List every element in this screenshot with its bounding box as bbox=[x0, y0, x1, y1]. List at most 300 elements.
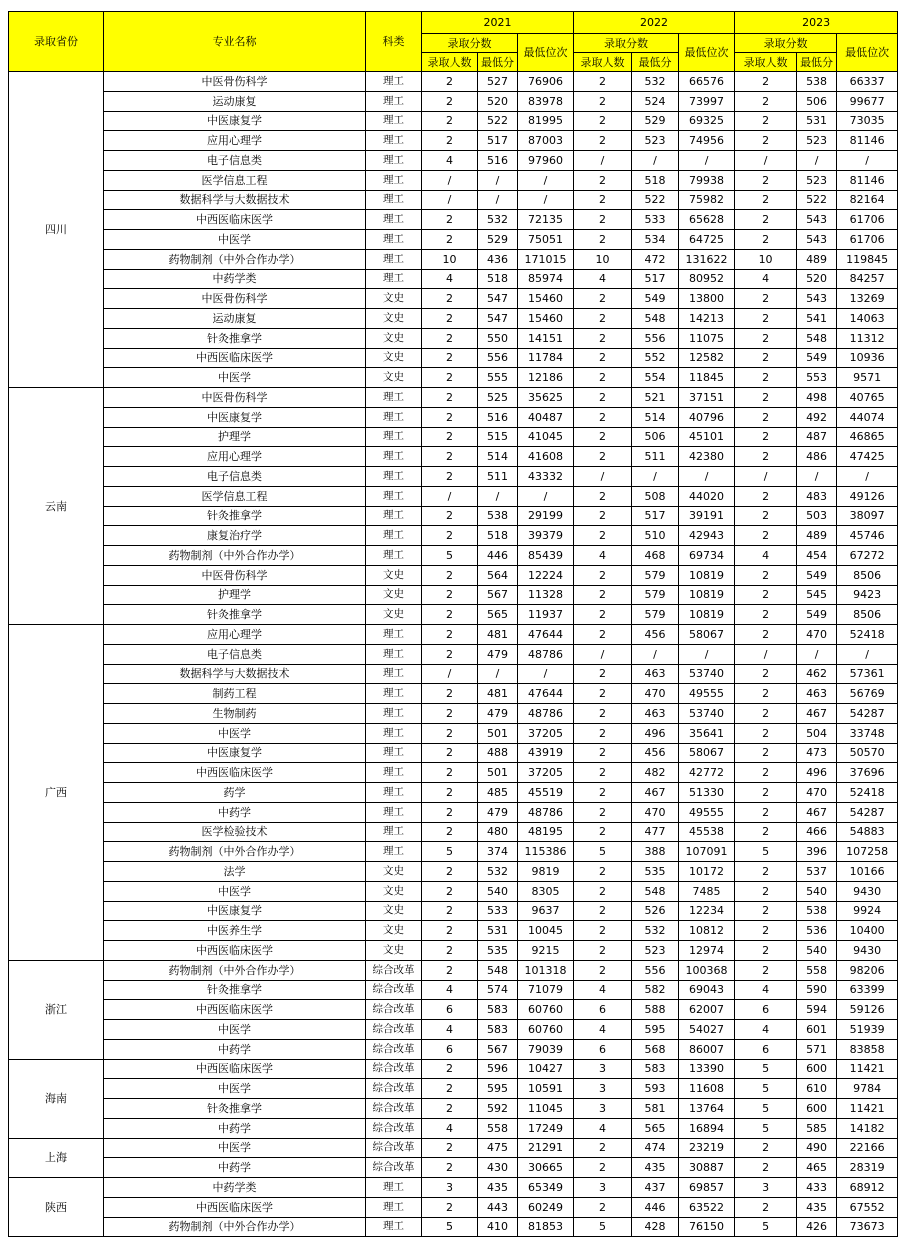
cell-min-rank-2021: 9215 bbox=[518, 941, 574, 961]
cell-major: 中西医临床医学 bbox=[104, 1059, 366, 1079]
table-row bbox=[9, 526, 898, 546]
cell-admitted-2021: 2 bbox=[422, 684, 478, 704]
cell-min-score-2021: 481 bbox=[478, 625, 518, 645]
cell-category: 理工 bbox=[366, 802, 422, 822]
cell-min-score-2021: 583 bbox=[478, 1000, 518, 1020]
cell-category: 理工 bbox=[366, 170, 422, 190]
header-year-2022: 2022 bbox=[574, 12, 735, 34]
cell-min-score-2021: 535 bbox=[478, 941, 518, 961]
cell-min-rank-2022: 12582 bbox=[679, 348, 735, 368]
cell-min-score-2022: 508 bbox=[632, 486, 679, 506]
cell-min-rank-2023: 37696 bbox=[837, 763, 898, 783]
table-row bbox=[9, 921, 898, 941]
table-row bbox=[9, 1020, 898, 1040]
cell-major: 康复治疗学 bbox=[104, 526, 366, 546]
cell-min-score-2023: 600 bbox=[797, 1059, 837, 1079]
cell-admitted-2023: 2 bbox=[735, 526, 797, 546]
cell-min-score-2021: 565 bbox=[478, 605, 518, 625]
cell-admitted-2022: 2 bbox=[574, 921, 632, 941]
cell-min-score-2023: 543 bbox=[797, 230, 837, 250]
cell-min-score-2021: 514 bbox=[478, 447, 518, 467]
cell-min-rank-2023: 9784 bbox=[837, 1079, 898, 1099]
cell-min-score-2021: 516 bbox=[478, 151, 518, 171]
cell-admitted-2021: 2 bbox=[422, 1079, 478, 1099]
cell-admitted-2022: 2 bbox=[574, 565, 632, 585]
cell-major: 中西医临床医学 bbox=[104, 1197, 366, 1217]
cell-min-rank-2023: 73673 bbox=[837, 1217, 898, 1237]
cell-min-rank-2022: 45538 bbox=[679, 822, 735, 842]
cell-category: 文史 bbox=[366, 328, 422, 348]
cell-min-score-2023: 487 bbox=[797, 427, 837, 447]
table-row bbox=[9, 644, 898, 664]
cell-min-rank-2023: 38097 bbox=[837, 506, 898, 526]
cell-min-rank-2023: 49126 bbox=[837, 486, 898, 506]
table-row bbox=[9, 328, 898, 348]
cell-min-score-2022: 534 bbox=[632, 230, 679, 250]
cell-min-rank-2022: 86007 bbox=[679, 1039, 735, 1059]
cell-min-rank-2022: 11075 bbox=[679, 328, 735, 348]
cell-major: 中药学 bbox=[104, 1158, 366, 1178]
cell-admitted-2023: 5 bbox=[735, 842, 797, 862]
cell-admitted-2023: 5 bbox=[735, 1099, 797, 1119]
cell-min-score-2022: 456 bbox=[632, 625, 679, 645]
table-row bbox=[9, 980, 898, 1000]
cell-min-score-2022: 554 bbox=[632, 368, 679, 388]
cell-min-score-2021: 518 bbox=[478, 269, 518, 289]
cell-admitted-2022: 2 bbox=[574, 743, 632, 763]
admission-table-container bbox=[8, 11, 897, 1237]
cell-min-rank-2022: 42943 bbox=[679, 526, 735, 546]
cell-min-score-2023: 571 bbox=[797, 1039, 837, 1059]
cell-min-rank-2022: 16894 bbox=[679, 1118, 735, 1138]
cell-min-rank-2022: 13764 bbox=[679, 1099, 735, 1119]
cell-admitted-2023: 2 bbox=[735, 131, 797, 151]
cell-min-rank-2022: 23219 bbox=[679, 1138, 735, 1158]
cell-min-rank-2023: 14182 bbox=[837, 1118, 898, 1138]
cell-category: 理工 bbox=[366, 704, 422, 724]
cell-admitted-2021: 2 bbox=[422, 704, 478, 724]
cell-min-score-2023: 585 bbox=[797, 1118, 837, 1138]
cell-min-rank-2021: 41608 bbox=[518, 447, 574, 467]
cell-min-rank-2021: 35625 bbox=[518, 388, 574, 408]
cell-min-rank-2022: 10819 bbox=[679, 565, 735, 585]
cell-min-rank-2023: 56769 bbox=[837, 684, 898, 704]
table-row bbox=[9, 802, 898, 822]
cell-category: 文史 bbox=[366, 605, 422, 625]
cell-min-score-2022: 470 bbox=[632, 802, 679, 822]
cell-admitted-2023: / bbox=[735, 644, 797, 664]
cell-admitted-2022: 10 bbox=[574, 249, 632, 269]
cell-min-score-2021: 446 bbox=[478, 546, 518, 566]
cell-min-score-2023: 548 bbox=[797, 328, 837, 348]
cell-admitted-2021: 2 bbox=[422, 763, 478, 783]
cell-min-score-2023: 522 bbox=[797, 190, 837, 210]
cell-admitted-2021: 3 bbox=[422, 1178, 478, 1198]
cell-min-score-2023: 486 bbox=[797, 447, 837, 467]
cell-min-rank-2023: 54287 bbox=[837, 802, 898, 822]
table-body bbox=[9, 72, 898, 1237]
cell-min-rank-2021: 9819 bbox=[518, 862, 574, 882]
cell-min-rank-2021: 39379 bbox=[518, 526, 574, 546]
cell-major: 针灸推拿学 bbox=[104, 328, 366, 348]
cell-admitted-2023: 2 bbox=[735, 862, 797, 882]
cell-min-score-2023: 538 bbox=[797, 901, 837, 921]
cell-min-rank-2021: 17249 bbox=[518, 1118, 574, 1138]
table-row bbox=[9, 151, 898, 171]
cell-min-rank-2021: 101318 bbox=[518, 960, 574, 980]
cell-min-rank-2021: 40487 bbox=[518, 407, 574, 427]
cell-admitted-2022: 2 bbox=[574, 960, 632, 980]
cell-major: 应用心理学 bbox=[104, 447, 366, 467]
cell-min-score-2023: 426 bbox=[797, 1217, 837, 1237]
cell-min-score-2023: 601 bbox=[797, 1020, 837, 1040]
cell-min-score-2022: 506 bbox=[632, 427, 679, 447]
cell-admitted-2022: 2 bbox=[574, 901, 632, 921]
cell-min-score-2023: 549 bbox=[797, 348, 837, 368]
cell-major: 应用心理学 bbox=[104, 131, 366, 151]
cell-admitted-2023: 4 bbox=[735, 269, 797, 289]
cell-min-rank-2023: 82164 bbox=[837, 190, 898, 210]
cell-min-rank-2022: 62007 bbox=[679, 1000, 735, 1020]
cell-category: 文史 bbox=[366, 309, 422, 329]
cell-category: 理工 bbox=[366, 427, 422, 447]
cell-min-rank-2021: 11045 bbox=[518, 1099, 574, 1119]
cell-major: 中药学 bbox=[104, 1118, 366, 1138]
cell-min-rank-2023: 9571 bbox=[837, 368, 898, 388]
cell-major: 运动康复 bbox=[104, 309, 366, 329]
cell-admitted-2022: 6 bbox=[574, 1039, 632, 1059]
cell-admitted-2021: 2 bbox=[422, 427, 478, 447]
cell-min-score-2021: / bbox=[478, 190, 518, 210]
cell-min-score-2021: 501 bbox=[478, 723, 518, 743]
cell-min-rank-2021: 48195 bbox=[518, 822, 574, 842]
cell-admitted-2022: / bbox=[574, 467, 632, 487]
table-row bbox=[9, 842, 898, 862]
cell-province: 四川 bbox=[9, 72, 104, 388]
cell-min-score-2022: 595 bbox=[632, 1020, 679, 1040]
cell-category: 理工 bbox=[366, 743, 422, 763]
table-row bbox=[9, 91, 898, 111]
cell-admitted-2022: 4 bbox=[574, 1118, 632, 1138]
table-row bbox=[9, 467, 898, 487]
cell-min-score-2022: 468 bbox=[632, 546, 679, 566]
table-row bbox=[9, 625, 898, 645]
cell-min-rank-2022: 10812 bbox=[679, 921, 735, 941]
cell-min-rank-2022: 66576 bbox=[679, 72, 735, 92]
cell-category: 文史 bbox=[366, 585, 422, 605]
cell-min-rank-2022: 49555 bbox=[679, 684, 735, 704]
cell-min-score-2021: 533 bbox=[478, 901, 518, 921]
cell-min-rank-2021: 76906 bbox=[518, 72, 574, 92]
cell-category: 理工 bbox=[366, 664, 422, 684]
cell-province: 陕西 bbox=[9, 1178, 104, 1237]
header-score-group-2022: 录取分数 bbox=[574, 34, 679, 53]
cell-min-score-2023: 531 bbox=[797, 111, 837, 131]
cell-admitted-2021: 2 bbox=[422, 230, 478, 250]
table-row bbox=[9, 289, 898, 309]
table-row bbox=[9, 1079, 898, 1099]
cell-admitted-2023: 2 bbox=[735, 111, 797, 131]
cell-min-score-2022: / bbox=[632, 644, 679, 664]
cell-min-score-2022: / bbox=[632, 151, 679, 171]
cell-min-score-2023: 537 bbox=[797, 862, 837, 882]
cell-major: 中西医临床医学 bbox=[104, 941, 366, 961]
cell-min-rank-2021: 85974 bbox=[518, 269, 574, 289]
cell-admitted-2021: 10 bbox=[422, 249, 478, 269]
cell-admitted-2023: / bbox=[735, 151, 797, 171]
table-row bbox=[9, 763, 898, 783]
admission-score-table bbox=[8, 11, 898, 1237]
cell-admitted-2023: 2 bbox=[735, 210, 797, 230]
cell-min-score-2021: 540 bbox=[478, 881, 518, 901]
cell-min-score-2021: 527 bbox=[478, 72, 518, 92]
cell-admitted-2021: 5 bbox=[422, 546, 478, 566]
cell-min-rank-2022: / bbox=[679, 644, 735, 664]
cell-admitted-2021: 4 bbox=[422, 1118, 478, 1138]
cell-major: 药物制剂（中外合作办学） bbox=[104, 960, 366, 980]
cell-admitted-2022: 2 bbox=[574, 605, 632, 625]
cell-admitted-2022: 3 bbox=[574, 1059, 632, 1079]
table-row bbox=[9, 1217, 898, 1237]
cell-category: 理工 bbox=[366, 269, 422, 289]
header-admitted-2022: 录取人数 bbox=[574, 53, 632, 72]
header-admitted-2021: 录取人数 bbox=[422, 53, 478, 72]
cell-min-rank-2022: 54027 bbox=[679, 1020, 735, 1040]
cell-admitted-2023: 2 bbox=[735, 664, 797, 684]
cell-admitted-2021: 2 bbox=[422, 644, 478, 664]
cell-admitted-2023: 2 bbox=[735, 1197, 797, 1217]
cell-province: 广西 bbox=[9, 625, 104, 961]
cell-admitted-2022: 2 bbox=[574, 230, 632, 250]
cell-admitted-2022: 2 bbox=[574, 763, 632, 783]
cell-min-score-2023: 536 bbox=[797, 921, 837, 941]
cell-major: 中医学 bbox=[104, 723, 366, 743]
cell-admitted-2021: 2 bbox=[422, 131, 478, 151]
cell-min-score-2023: 541 bbox=[797, 309, 837, 329]
cell-major: 电子信息类 bbox=[104, 151, 366, 171]
header-min-rank-2021: 最低位次 bbox=[518, 34, 574, 72]
cell-min-rank-2023: 54883 bbox=[837, 822, 898, 842]
cell-min-rank-2021: 14151 bbox=[518, 328, 574, 348]
cell-major: 中医骨伤科学 bbox=[104, 72, 366, 92]
cell-min-rank-2023: 11421 bbox=[837, 1099, 898, 1119]
cell-min-rank-2021: 11328 bbox=[518, 585, 574, 605]
header-min-rank-2023: 最低位次 bbox=[837, 34, 898, 72]
cell-min-score-2023: 594 bbox=[797, 1000, 837, 1020]
table-row bbox=[9, 605, 898, 625]
table-row bbox=[9, 131, 898, 151]
cell-min-score-2022: 526 bbox=[632, 901, 679, 921]
cell-admitted-2023: 2 bbox=[735, 309, 797, 329]
cell-min-rank-2022: 69734 bbox=[679, 546, 735, 566]
cell-min-rank-2022: 58067 bbox=[679, 743, 735, 763]
cell-min-rank-2023: 54287 bbox=[837, 704, 898, 724]
cell-admitted-2023: 2 bbox=[735, 881, 797, 901]
cell-min-score-2021: 564 bbox=[478, 565, 518, 585]
cell-min-score-2023: 396 bbox=[797, 842, 837, 862]
cell-min-score-2023: 520 bbox=[797, 269, 837, 289]
cell-min-score-2022: 548 bbox=[632, 881, 679, 901]
cell-major: 中西医临床医学 bbox=[104, 763, 366, 783]
cell-admitted-2021: 2 bbox=[422, 289, 478, 309]
cell-min-rank-2022: 69043 bbox=[679, 980, 735, 1000]
cell-min-score-2023: 553 bbox=[797, 368, 837, 388]
cell-admitted-2022: 2 bbox=[574, 111, 632, 131]
cell-min-score-2022: 593 bbox=[632, 1079, 679, 1099]
table-row bbox=[9, 723, 898, 743]
header-province: 录取省份 bbox=[9, 12, 104, 72]
cell-min-rank-2023: 8506 bbox=[837, 565, 898, 585]
table-row bbox=[9, 743, 898, 763]
cell-min-rank-2021: / bbox=[518, 486, 574, 506]
header-admitted-2023: 录取人数 bbox=[735, 53, 797, 72]
cell-min-rank-2022: 76150 bbox=[679, 1217, 735, 1237]
cell-category: 综合改革 bbox=[366, 1059, 422, 1079]
cell-min-rank-2023: 9430 bbox=[837, 941, 898, 961]
table-row bbox=[9, 210, 898, 230]
cell-min-rank-2023: 57361 bbox=[837, 664, 898, 684]
cell-category: 文史 bbox=[366, 921, 422, 941]
cell-min-rank-2021: 11937 bbox=[518, 605, 574, 625]
cell-admitted-2023: 2 bbox=[735, 625, 797, 645]
cell-min-score-2022: 463 bbox=[632, 704, 679, 724]
cell-admitted-2021: 5 bbox=[422, 842, 478, 862]
table-row bbox=[9, 862, 898, 882]
cell-min-score-2021: 479 bbox=[478, 802, 518, 822]
cell-min-score-2021: / bbox=[478, 664, 518, 684]
cell-min-score-2021: 410 bbox=[478, 1217, 518, 1237]
cell-min-rank-2022: 13800 bbox=[679, 289, 735, 309]
cell-category: 理工 bbox=[366, 388, 422, 408]
cell-min-rank-2021: 85439 bbox=[518, 546, 574, 566]
cell-min-rank-2022: 13390 bbox=[679, 1059, 735, 1079]
cell-admitted-2023: 2 bbox=[735, 1138, 797, 1158]
cell-admitted-2021: 4 bbox=[422, 980, 478, 1000]
cell-admitted-2022: 2 bbox=[574, 1197, 632, 1217]
cell-min-rank-2021: 97960 bbox=[518, 151, 574, 171]
cell-min-rank-2021: 37205 bbox=[518, 723, 574, 743]
cell-min-rank-2022: 75982 bbox=[679, 190, 735, 210]
cell-min-score-2022: 511 bbox=[632, 447, 679, 467]
cell-category: 综合改革 bbox=[366, 1000, 422, 1020]
cell-min-rank-2022: 65628 bbox=[679, 210, 735, 230]
cell-min-score-2023: 467 bbox=[797, 802, 837, 822]
cell-min-score-2021: 481 bbox=[478, 684, 518, 704]
header-min-rank-2022: 最低位次 bbox=[679, 34, 735, 72]
cell-admitted-2021: 2 bbox=[422, 526, 478, 546]
cell-major: 针灸推拿学 bbox=[104, 1099, 366, 1119]
cell-major: 中医学 bbox=[104, 881, 366, 901]
cell-min-rank-2023: 14063 bbox=[837, 309, 898, 329]
cell-major: 药物制剂（中外合作办学） bbox=[104, 249, 366, 269]
cell-admitted-2021: 2 bbox=[422, 91, 478, 111]
cell-min-score-2022: 549 bbox=[632, 289, 679, 309]
table-row bbox=[9, 1039, 898, 1059]
cell-min-rank-2021: 45519 bbox=[518, 783, 574, 803]
cell-min-score-2021: 595 bbox=[478, 1079, 518, 1099]
cell-min-rank-2021: 29199 bbox=[518, 506, 574, 526]
cell-admitted-2022: 2 bbox=[574, 170, 632, 190]
cell-min-score-2021: 488 bbox=[478, 743, 518, 763]
table-row bbox=[9, 1158, 898, 1178]
cell-min-score-2022: 510 bbox=[632, 526, 679, 546]
cell-province: 浙江 bbox=[9, 960, 104, 1059]
cell-major: 护理学 bbox=[104, 427, 366, 447]
cell-min-rank-2022: 12234 bbox=[679, 901, 735, 921]
cell-min-score-2023: 549 bbox=[797, 605, 837, 625]
cell-major: 制药工程 bbox=[104, 684, 366, 704]
cell-admitted-2021: 2 bbox=[422, 941, 478, 961]
cell-min-rank-2023: 67552 bbox=[837, 1197, 898, 1217]
cell-min-score-2021: 567 bbox=[478, 585, 518, 605]
cell-min-rank-2023: 47425 bbox=[837, 447, 898, 467]
cell-category: 理工 bbox=[366, 486, 422, 506]
cell-admitted-2022: 2 bbox=[574, 506, 632, 526]
table-row bbox=[9, 269, 898, 289]
cell-admitted-2022: / bbox=[574, 151, 632, 171]
cell-admitted-2021: 2 bbox=[422, 921, 478, 941]
cell-major: 中西医临床医学 bbox=[104, 210, 366, 230]
cell-major: 药物制剂（中外合作办学） bbox=[104, 546, 366, 566]
cell-major: 药物制剂（中外合作办学） bbox=[104, 1217, 366, 1237]
cell-min-score-2021: 480 bbox=[478, 822, 518, 842]
cell-min-rank-2022: 42772 bbox=[679, 763, 735, 783]
cell-category: 文史 bbox=[366, 368, 422, 388]
cell-min-score-2022: 582 bbox=[632, 980, 679, 1000]
cell-admitted-2022: 2 bbox=[574, 862, 632, 882]
cell-min-rank-2023: 107258 bbox=[837, 842, 898, 862]
cell-min-rank-2021: 47644 bbox=[518, 625, 574, 645]
cell-min-score-2023: 504 bbox=[797, 723, 837, 743]
cell-admitted-2021: 2 bbox=[422, 565, 478, 585]
table-row bbox=[9, 427, 898, 447]
table-row bbox=[9, 881, 898, 901]
cell-admitted-2021: 4 bbox=[422, 269, 478, 289]
cell-min-rank-2022: 40796 bbox=[679, 407, 735, 427]
cell-admitted-2021: 6 bbox=[422, 1039, 478, 1059]
cell-major: 中医康复学 bbox=[104, 901, 366, 921]
cell-min-rank-2021: 48786 bbox=[518, 802, 574, 822]
cell-admitted-2023: 2 bbox=[735, 901, 797, 921]
cell-min-score-2023: 549 bbox=[797, 565, 837, 585]
cell-admitted-2022: 2 bbox=[574, 881, 632, 901]
cell-admitted-2022: 2 bbox=[574, 486, 632, 506]
cell-min-rank-2021: 10045 bbox=[518, 921, 574, 941]
cell-admitted-2021: 2 bbox=[422, 625, 478, 645]
cell-admitted-2023: 2 bbox=[735, 822, 797, 842]
cell-min-rank-2022: 30887 bbox=[679, 1158, 735, 1178]
table-row bbox=[9, 170, 898, 190]
cell-min-score-2021: 518 bbox=[478, 526, 518, 546]
cell-category: 理工 bbox=[366, 1217, 422, 1237]
cell-min-score-2023: / bbox=[797, 467, 837, 487]
header-category: 科类 bbox=[366, 12, 422, 72]
cell-min-rank-2023: 10936 bbox=[837, 348, 898, 368]
table-row bbox=[9, 960, 898, 980]
cell-admitted-2023: 2 bbox=[735, 190, 797, 210]
cell-category: 理工 bbox=[366, 210, 422, 230]
cell-admitted-2022: 4 bbox=[574, 269, 632, 289]
cell-major: 中药学 bbox=[104, 1039, 366, 1059]
cell-major: 数据科学与大数据技术 bbox=[104, 664, 366, 684]
cell-min-score-2021: 550 bbox=[478, 328, 518, 348]
cell-min-rank-2021: 87003 bbox=[518, 131, 574, 151]
cell-min-score-2022: 477 bbox=[632, 822, 679, 842]
cell-major: 应用心理学 bbox=[104, 625, 366, 645]
table-row bbox=[9, 1000, 898, 1020]
cell-admitted-2023: 6 bbox=[735, 1039, 797, 1059]
cell-min-score-2023: 506 bbox=[797, 91, 837, 111]
